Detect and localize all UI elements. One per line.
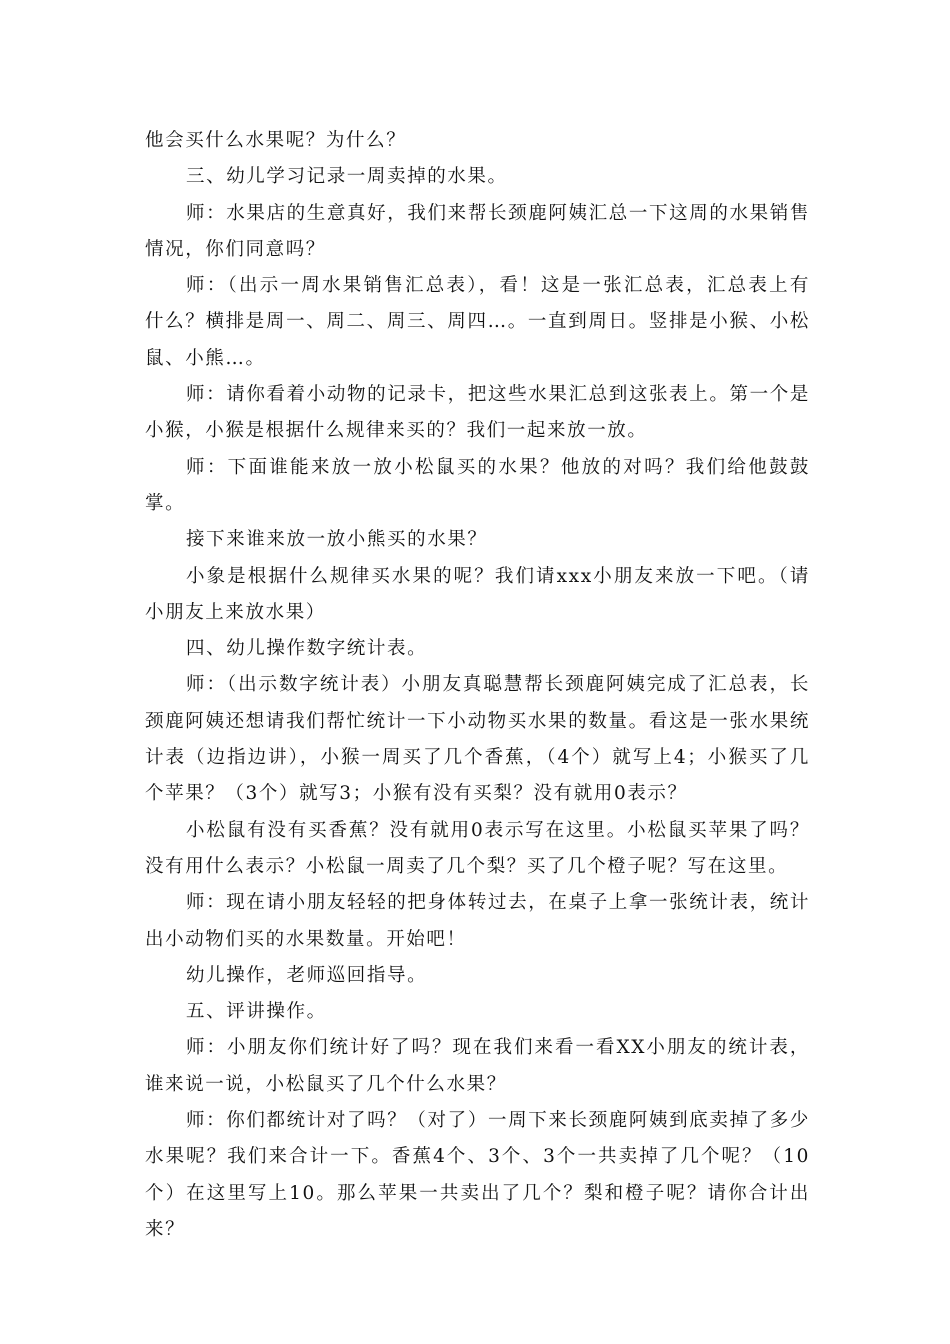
- paragraph: 师：小朋友你们统计好了吗？现在我们来看一看XX小朋友的统计表，谁来说一说，小松鼠买了几个什么水果？: [145, 1037, 810, 1095]
- paragraph: 小象是根据什么规律买水果的呢？我们请xxx小朋友来放一下吧。（请小朋友上来放水果）: [145, 565, 810, 623]
- paragraph: 师：水果店的生意真好，我们来帮长颈鹿阿姨汇总一下这周的水果销售情况，你们同意吗？: [145, 202, 810, 260]
- paragraph: 小松鼠有没有买香蕉？没有就用0表示写在这里。小松鼠买苹果了吗？没有用什么表示？小松鼠一周卖了几个梨？买了几个橙子呢？写在这里。: [145, 819, 810, 877]
- paragraph: 师：（出示数字统计表）小朋友真聪慧帮长颈鹿阿姨完成了汇总表，长颈鹿阿姨还想请我们帮忙统计一下小动物买水果的数量。看这是一张水果统计表（边指边讲），小猴一周买了几个香蕉，（4个）就写上4；小猴买了几个苹果？（3个）就写3；小猴有没有买梨？没有就用0表示？: [145, 674, 810, 805]
- paragraph: 幼儿操作，老师巡回指导。: [186, 964, 428, 986]
- paragraph: 师：（出示一周水果销售汇总表），看！这是一张汇总表，汇总表上有什么？横排是周一、周二、周三、周四…。一直到周日。竖排是小猴、小松鼠、小熊…。: [145, 275, 810, 369]
- paragraph: 师：你们都统计对了吗？（对了）一周下来长颈鹿阿姨到底卖掉了多少水果呢？我们来合计一下。香蕉4个、3个、3个一共卖掉了几个呢？（10个）在这里写上10。那么苹果一共卖出了几个？梨和橙子呢？请你合计出来？: [145, 1110, 810, 1240]
- paragraph: 师：现在请小朋友轻轻的把身体转过去，在桌子上拿一张统计表，统计出小动物们买的水果数量。开始吧！: [145, 892, 810, 950]
- paragraph: 接下来谁来放一放小熊买的水果？: [186, 529, 488, 551]
- paragraph: 师：下面谁能来放一放小松鼠买的水果？他放的对吗？我们给他鼓鼓掌。: [145, 456, 810, 514]
- document-body: [145, 123, 810, 1248]
- paragraph: 师：请你看着小动物的记录卡，把这些水果汇总到这张表上。第一个是小猴，小猴是根据什么规律来买的？我们一起来放一放。: [145, 384, 810, 442]
- section-heading: 三、幼儿学习记录一周卖掉的水果。: [186, 166, 508, 188]
- section-heading: 五、评讲操作。: [186, 1001, 327, 1023]
- section-heading: 四、幼儿操作数字统计表。: [186, 638, 428, 660]
- paragraph: 他会买什么水果呢？为什么？: [145, 130, 407, 151]
